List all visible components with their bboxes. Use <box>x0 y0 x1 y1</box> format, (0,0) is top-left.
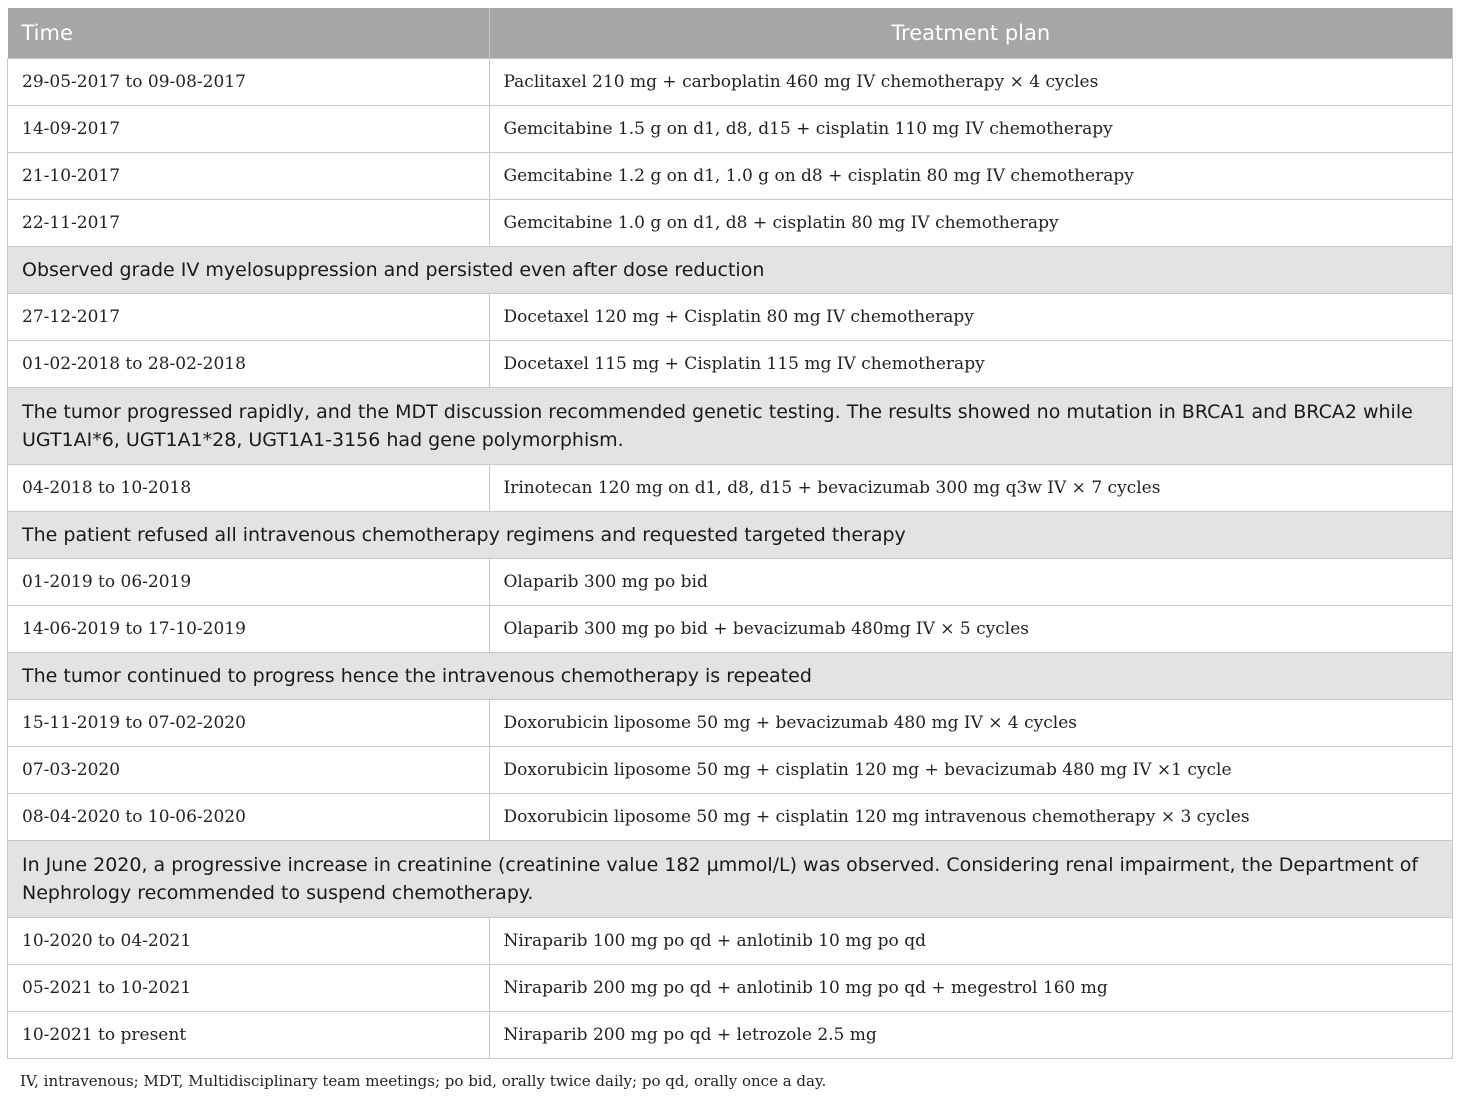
table-row <box>8 794 1453 841</box>
plan-cell: Olaparib 300 mg po bid <box>489 559 1453 606</box>
time-cell: 01-2019 to 06-2019 <box>8 559 490 606</box>
table-note-row <box>8 653 1453 700</box>
time-cell: 10-2020 to 04-2021 <box>8 918 490 965</box>
time-cell: 01-02-2018 to 28-02-2018 <box>8 341 490 388</box>
plan-cell: Gemcitabine 1.5 g on d1, d8, d15 + cisplatin 110 mg IV chemotherapy <box>489 106 1453 153</box>
plan-cell: Niraparib 200 mg po qd + anlotinib 10 mg po qd + megestrol 160 mg <box>489 965 1453 1012</box>
time-cell: 05-2021 to 10-2021 <box>8 965 490 1012</box>
time-cell: 21-10-2017 <box>8 153 490 200</box>
time-cell: 15-11-2019 to 07-02-2020 <box>8 700 490 747</box>
plan-cell: Doxorubicin liposome 50 mg + bevacizumab 480 mg IV × 4 cycles <box>489 700 1453 747</box>
header-time: Time <box>8 8 490 59</box>
plan-cell: Docetaxel 115 mg + Cisplatin 115 mg IV chemotherapy <box>489 341 1453 388</box>
table-row <box>8 965 1453 1012</box>
table-row <box>8 606 1453 653</box>
plan-cell: Niraparib 200 mg po qd + letrozole 2.5 mg <box>489 1012 1453 1059</box>
time-cell: 14-09-2017 <box>8 106 490 153</box>
plan-cell: Niraparib 100 mg po qd + anlotinib 10 mg po qd <box>489 918 1453 965</box>
table-row <box>8 200 1453 247</box>
table-row <box>8 341 1453 388</box>
plan-cell: Irinotecan 120 mg on d1, d8, d15 + bevacizumab 300 mg q3w IV × 7 cycles <box>489 465 1453 512</box>
note-cell: Observed grade IV myelosuppression and persisted even after dose reduction <box>8 247 1453 294</box>
time-cell: 29-05-2017 to 09-08-2017 <box>8 59 490 106</box>
time-cell: 27-12-2017 <box>8 294 490 341</box>
table-row <box>8 918 1453 965</box>
table-note-row <box>8 512 1453 559</box>
time-cell: 07-03-2020 <box>8 747 490 794</box>
plan-cell: Olaparib 300 mg po bid + bevacizumab 480mg IV × 5 cycles <box>489 606 1453 653</box>
table-row <box>8 1012 1453 1059</box>
plan-cell: Doxorubicin liposome 50 mg + cisplatin 120 mg + bevacizumab 480 mg IV ×1 cycle <box>489 747 1453 794</box>
plan-cell: Docetaxel 120 mg + Cisplatin 80 mg IV chemotherapy <box>489 294 1453 341</box>
table-row <box>8 153 1453 200</box>
header-treatment-plan: Treatment plan <box>489 8 1453 59</box>
table-row <box>8 747 1453 794</box>
treatment-table <box>7 8 1453 1059</box>
table-note-row <box>8 841 1453 918</box>
plan-cell: Gemcitabine 1.2 g on d1, 1.0 g on d8 + cisplatin 80 mg IV chemotherapy <box>489 153 1453 200</box>
time-cell: 08-04-2020 to 10-06-2020 <box>8 794 490 841</box>
time-cell: 22-11-2017 <box>8 200 490 247</box>
table-header-row <box>8 8 1453 59</box>
table-row <box>8 294 1453 341</box>
note-cell: In June 2020, a progressive increase in creatinine (creatinine value 182 µmmol/L) was observed. Considering renal impairment, the Department of Nephrology recommended to suspend chemotherapy. <box>8 841 1453 918</box>
time-cell: 10-2021 to present <box>8 1012 490 1059</box>
table-footnote: IV, intravenous; MDT, Multidisciplinary team meetings; po bid, orally twice daily; po qd, orally once a day. <box>20 1072 827 1090</box>
table-body <box>8 59 1453 1059</box>
time-cell: 14-06-2019 to 17-10-2019 <box>8 606 490 653</box>
table-row <box>8 465 1453 512</box>
note-cell: The patient refused all intravenous chemotherapy regimens and requested targeted therapy <box>8 512 1453 559</box>
note-cell: The tumor progressed rapidly, and the MDT discussion recommended genetic testing. The results showed no mutation in BRCA1 and BRCA2 while UGT1AI*6, UGT1A1*28, UGT1A1-3156 had gene polymorphism. <box>8 388 1453 465</box>
treatment-table-container <box>7 8 1453 1059</box>
table-note-row <box>8 247 1453 294</box>
note-cell: The tumor continued to progress hence the intravenous chemotherapy is repeated <box>8 653 1453 700</box>
table-row <box>8 700 1453 747</box>
table-note-row <box>8 388 1453 465</box>
table-row <box>8 559 1453 606</box>
plan-cell: Doxorubicin liposome 50 mg + cisplatin 120 mg intravenous chemotherapy × 3 cycles <box>489 794 1453 841</box>
plan-cell: Paclitaxel 210 mg + carboplatin 460 mg IV chemotherapy × 4 cycles <box>489 59 1453 106</box>
plan-cell: Gemcitabine 1.0 g on d1, d8 + cisplatin 80 mg IV chemotherapy <box>489 200 1453 247</box>
table-row <box>8 59 1453 106</box>
time-cell: 04-2018 to 10-2018 <box>8 465 490 512</box>
table-row <box>8 106 1453 153</box>
